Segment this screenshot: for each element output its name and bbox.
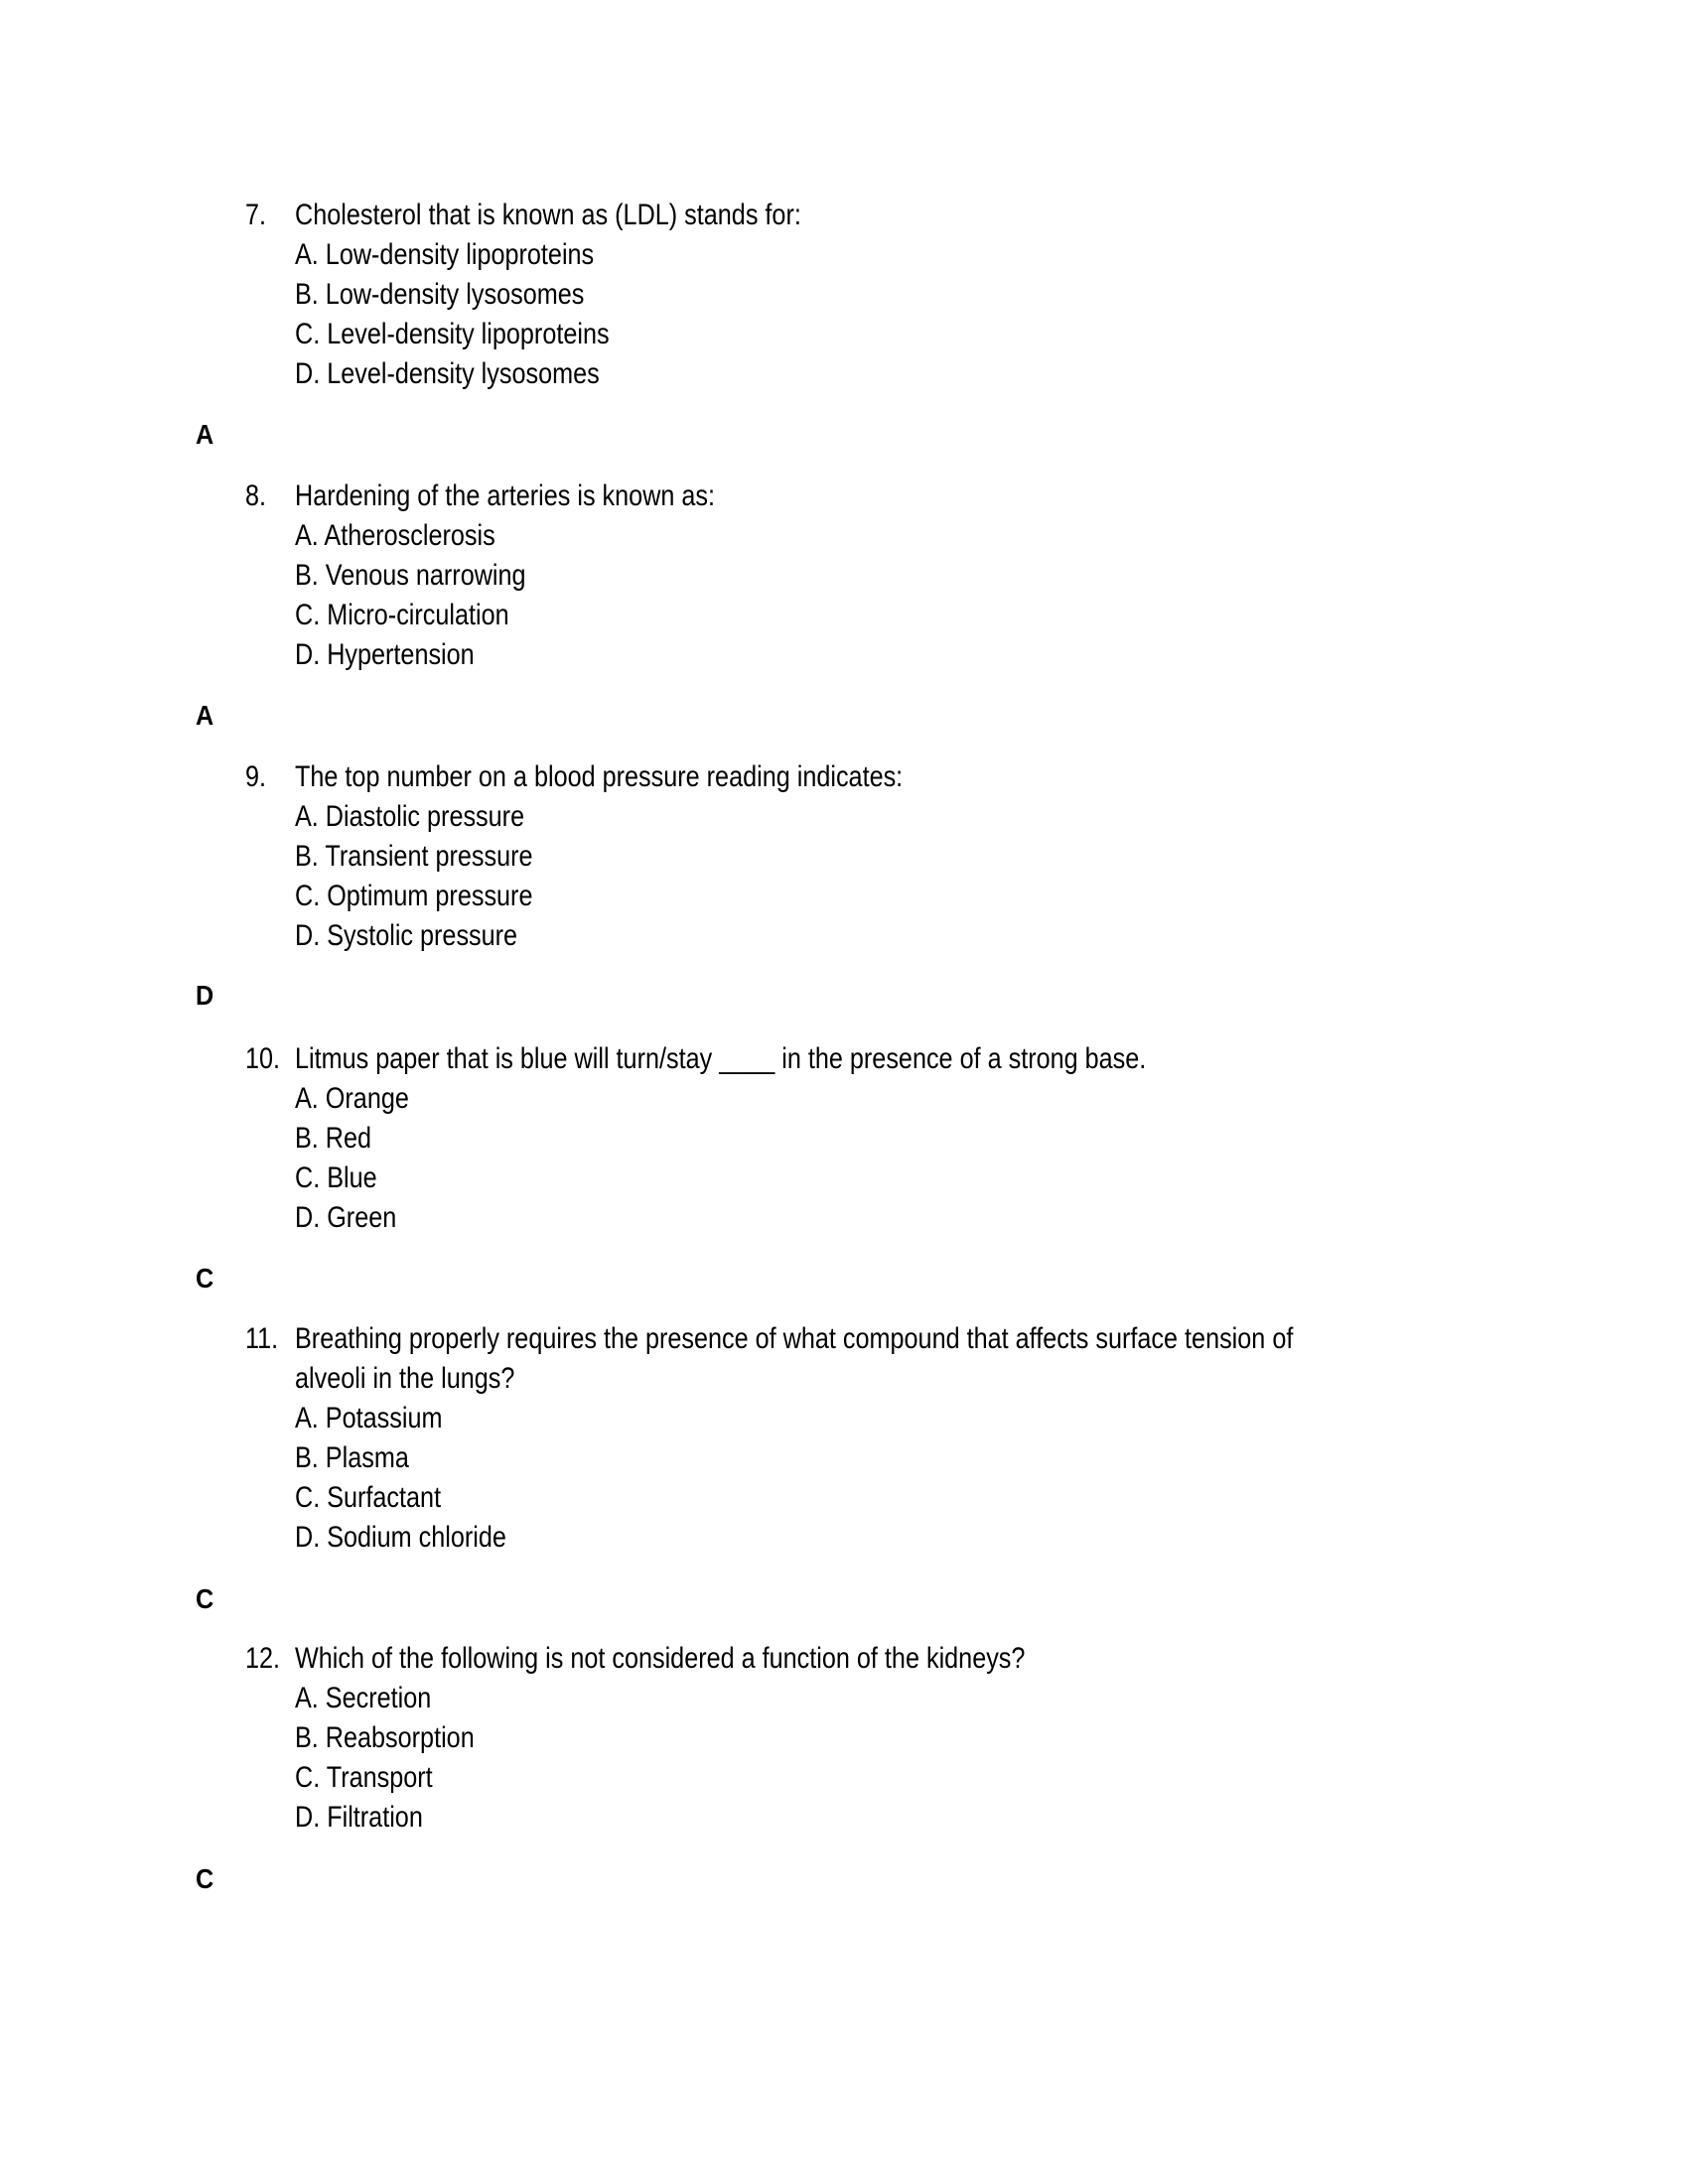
option-d: D. Hypertension	[295, 638, 475, 671]
option-a: A. Low-density lipoproteins	[295, 238, 595, 271]
option-d: D. Systolic pressure	[295, 919, 518, 952]
option-b: B. Venous narrowing	[295, 559, 526, 592]
option-c: C. Transport	[295, 1761, 433, 1794]
question-text: Breathing properly requires the presence of what compound that affects surface tension of	[295, 1322, 1294, 1355]
question-text: Hardening of the arteries is known as:	[295, 479, 716, 512]
answer-key: C	[196, 1263, 214, 1294]
question-number: 12.	[245, 1642, 281, 1675]
question-text: Litmus paper that is blue will turn/stay ____ in the presence of a strong base.	[295, 1042, 1147, 1075]
option-b: B. Plasma	[295, 1441, 409, 1474]
answer-key: A	[196, 700, 214, 731]
option-b: B. Low-density lysosomes	[295, 278, 585, 311]
option-a: A. Orange	[295, 1082, 409, 1115]
option-c: C. Blue	[295, 1161, 377, 1194]
option-b: B. Reabsorption	[295, 1721, 475, 1754]
question-text: The top number on a blood pressure reading indicates:	[295, 760, 904, 793]
option-c: C. Optimum pressure	[295, 880, 533, 912]
option-d: D. Filtration	[295, 1801, 423, 1834]
question-number: 9.	[245, 760, 267, 793]
question-number: 7.	[245, 199, 267, 231]
option-d: D. Green	[295, 1201, 397, 1234]
question-text-continued: alveoli in the lungs?	[295, 1362, 515, 1395]
question-number: 8.	[245, 479, 267, 512]
question-text: Cholesterol that is known as (LDL) stands for:	[295, 199, 801, 231]
option-b: B. Transient pressure	[295, 840, 533, 873]
option-a: A. Potassium	[295, 1402, 443, 1434]
answer-key: D	[196, 980, 214, 1011]
question-text: Which of the following is not considered a function of the kidneys?	[295, 1642, 1026, 1675]
option-d: D. Sodium chloride	[295, 1521, 506, 1554]
option-a: A. Atherosclerosis	[295, 519, 495, 552]
answer-key: C	[196, 1583, 214, 1614]
option-a: A. Secretion	[295, 1682, 432, 1714]
option-b: B. Red	[295, 1122, 372, 1155]
option-a: A. Diastolic pressure	[295, 800, 525, 833]
option-c: C. Surfactant	[295, 1481, 442, 1514]
answer-key: C	[196, 1863, 214, 1894]
option-c: C. Micro-circulation	[295, 599, 509, 631]
question-number: 11.	[245, 1322, 279, 1355]
answer-key: A	[196, 419, 214, 450]
option-d: D. Level-density lysosomes	[295, 357, 600, 390]
question-number: 10.	[245, 1042, 281, 1075]
option-c: C. Level-density lipoproteins	[295, 318, 610, 350]
